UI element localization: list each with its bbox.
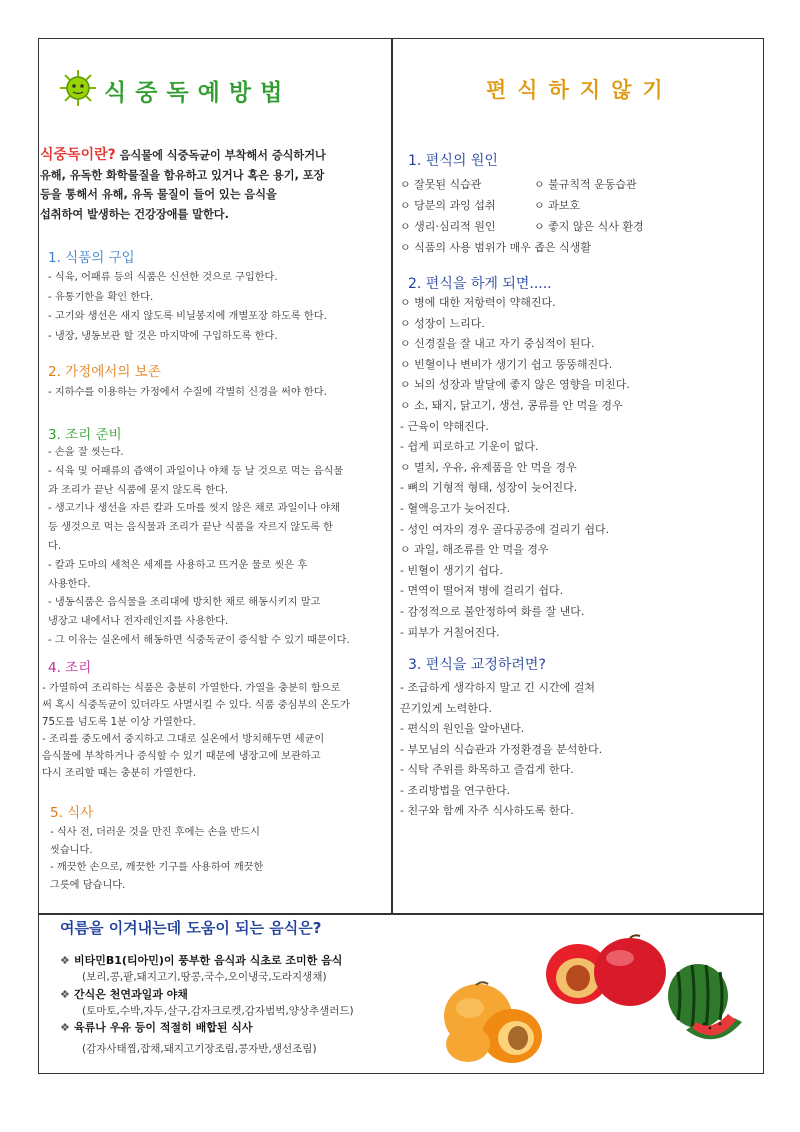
cause-row bbox=[400, 237, 644, 258]
correction-list bbox=[400, 678, 602, 822]
definition-line: 음식물에 식중독균이 부착해서 증식하거나 bbox=[115, 149, 326, 162]
paragraph-line: - 가열하여 조리하는 식품은 충분히 가열한다. 가열을 충분히 함으로 bbox=[42, 683, 341, 694]
summer-food-main: 비타민B1(티아민)이 풍부한 음식과 식초로 조미한 음식 bbox=[74, 954, 343, 967]
list-item: 등 생것으로 먹는 음식물과 조리가 끝난 식품을 자르지 않도록 한 bbox=[48, 522, 334, 534]
list-item: - 식육 및 어패류의 즙액이 과일이나 야채 등 날 것으로 먹는 음식물 bbox=[48, 465, 344, 477]
list-item: 다. bbox=[48, 540, 62, 552]
definition-line: 등을 통해서 유해, 유독 물질이 들어 있는 음식을 bbox=[40, 188, 277, 201]
summer-food-sub: (토마토,수박,자두,살구,감자크로켓,감자범벅,양상추샐러드) bbox=[82, 1005, 354, 1017]
list-item: - 편식의 원인을 알아낸다. bbox=[400, 722, 525, 735]
list-item: 과 조리가 끝난 식품에 묻지 않도록 한다. bbox=[48, 484, 229, 496]
list-item: ㅇ 빈혈이나 변비가 생기기 쉽고 뚱뚱해진다. bbox=[400, 357, 613, 371]
list-item: - 식사 전, 더러운 것을 만진 후에는 손을 반드시 bbox=[50, 827, 260, 838]
list-item: 끈기있게 노력한다. bbox=[400, 701, 493, 715]
list-item: - 식탁 주위를 화목하고 즐겁게 한다. bbox=[400, 763, 574, 776]
list-item: - 칼과 도마의 세척은 세제를 사용하고 뜨거운 물로 씻은 후 bbox=[48, 559, 308, 571]
peach-icon bbox=[544, 934, 666, 1014]
list-item: ㅇ 잘못된 식습관 bbox=[400, 178, 482, 191]
list-item: - 고기와 생선은 새지 않도록 비닐봉지에 개별포장 하도록 한다. bbox=[48, 311, 327, 322]
purchase-list bbox=[48, 268, 327, 346]
cause-row bbox=[400, 174, 644, 195]
list-item: ㅇ 성장이 느리다. bbox=[400, 316, 485, 330]
bottom-title: 여름을 이겨내는데 도움이 되는 음식은? bbox=[60, 919, 322, 937]
left-title bbox=[58, 70, 358, 110]
list-item: - 부모님의 식습관과 가정환경을 분석한다. bbox=[400, 742, 603, 756]
list-item: ㅇ 과일, 해조류를 안 먹을 경우 bbox=[400, 543, 549, 557]
list-item: ㅇ 좋지 않은 식사 환경 bbox=[534, 220, 644, 233]
list-item: - 그 이유는 실온에서 해동하면 식중독균이 증식할 수 있기 때문이다. bbox=[48, 634, 350, 646]
list-item: - 뼈의 기형적 형태, 성장이 늦어진다. bbox=[400, 481, 578, 495]
cause-list bbox=[400, 174, 644, 258]
list-item: - 면역이 떨어져 병에 걸리기 쉽다. bbox=[400, 584, 564, 598]
diamond-star-icon: ❖ bbox=[60, 1021, 70, 1034]
summer-food-sub: (보리,콩,팥,돼지고기,땅콩,국수,오이냉국,도라지생채) bbox=[82, 971, 327, 983]
summer-food-item bbox=[60, 1019, 253, 1035]
list-item: - 감정적으로 불안정하여 화를 잘 낸다. bbox=[400, 604, 585, 618]
paragraph-line: 75도를 넘도록 1분 이상 가열한다. bbox=[42, 717, 196, 728]
list-item: - 조리방법을 연구한다. bbox=[400, 783, 511, 797]
prep-list bbox=[48, 444, 350, 651]
paragraph-line: - 조리를 중도에서 중지하고 그대로 실온에서 방치해두면 세균이 bbox=[42, 734, 325, 745]
left-title-text: 식중독예방법 bbox=[104, 80, 292, 106]
storage-list bbox=[48, 384, 327, 402]
watermelon-icon bbox=[664, 958, 744, 1052]
list-item: ㅇ 생리·심리적 원인 bbox=[400, 220, 496, 233]
section-heading-purchase: 1. 식품의 구입 bbox=[48, 250, 135, 266]
list-item: ㅇ 소, 돼지, 닭고기, 생선, 콩류를 안 먹을 경우 bbox=[400, 398, 623, 412]
definition-line: 섭취하여 발생하는 건강장애를 말한다. bbox=[40, 207, 229, 221]
list-item: ㅇ 당분의 과잉 섭취 bbox=[400, 199, 496, 212]
paragraph-line: 써 혹시 식중독균이 있더라도 사멸시킬 수 있다. 식품 중심부의 온도가 bbox=[42, 700, 350, 711]
list-item: - 조급하게 생각하지 말고 긴 시간에 걸쳐 bbox=[400, 681, 595, 694]
list-item: - 식육, 어패류 등의 식품은 신선한 것으로 구입한다. bbox=[48, 272, 278, 283]
summer-food-sub: (감자사태찜,잡채,돼지고기장조림,콩자반,생선조림) bbox=[82, 1043, 317, 1055]
list-item: - 깨끗한 손으로, 깨끗한 기구를 사용하여 깨끗한 bbox=[50, 862, 264, 873]
cause-row bbox=[400, 216, 644, 237]
definition-lead: 식중독이란? bbox=[40, 147, 116, 163]
list-item: - 친구와 함께 자주 식사하도록 한다. bbox=[400, 804, 574, 817]
list-item: ㅇ 식품의 사용 범위가 매우 좁은 식생활 bbox=[400, 241, 591, 254]
list-item: ㅇ 멸치, 우유, 유제품을 안 먹을 경우 bbox=[400, 460, 577, 474]
cooking-paragraph bbox=[42, 680, 388, 782]
section-heading-cooking: 4. 조리 bbox=[48, 660, 92, 676]
list-item: - 쉽게 피로하고 기운이 없다. bbox=[400, 440, 539, 454]
list-item: ㅇ 과보호 bbox=[534, 199, 581, 212]
list-item: 냉장고 내에서나 전자레인지를 사용한다. bbox=[48, 616, 229, 628]
summer-food-main: 간식은 천연과일과 야채 bbox=[74, 988, 188, 1001]
list-item: - 혈액응고가 늦어진다. bbox=[400, 501, 511, 515]
list-item: - 손을 잘 씻는다. bbox=[48, 447, 124, 458]
section-heading-correction: 3. 편식을 교정하려면? bbox=[408, 657, 546, 673]
list-item: ㅇ 신경질을 잘 내고 자기 중심적이 된다. bbox=[400, 337, 595, 351]
list-item: - 지하수를 이용하는 가정에서 수질에 각별히 신경을 써야 한다. bbox=[48, 387, 327, 398]
list-item: ㅇ 병에 대한 저항력이 약해진다. bbox=[400, 296, 556, 309]
section-heading-effects: 2. 편식을 하게 되면..... bbox=[408, 276, 552, 292]
list-item: - 냉장, 냉동보관 할 것은 마지막에 구입하도록 한다. bbox=[48, 330, 278, 342]
summer-food-item bbox=[60, 986, 188, 1002]
definition-line: 유해, 유독한 화학물질을 함유하고 있거나 혹은 용기, 포장 bbox=[40, 168, 325, 182]
list-item: ㅇ 불규칙적 운동습관 bbox=[534, 178, 637, 191]
effects-list bbox=[400, 293, 630, 643]
section-heading-meal: 5. 식사 bbox=[50, 805, 94, 821]
diamond-star-icon: ❖ bbox=[60, 988, 70, 1001]
section-heading-prep: 3. 조리 준비 bbox=[48, 427, 122, 443]
list-item: 사용한다. bbox=[48, 578, 91, 590]
paragraph-line: 다시 조리할 때는 충분히 가열한다. bbox=[42, 768, 196, 779]
list-item: ㅇ 뇌의 성장과 발달에 좋지 않은 영향을 미친다. bbox=[400, 378, 630, 392]
list-item: - 냉동식품은 음식물을 조리대에 방치한 채로 해동시키지 말고 bbox=[48, 597, 321, 609]
germ-icon bbox=[58, 68, 98, 108]
list-item: - 성인 여자의 경우 골다공증에 걸리기 쉽다. bbox=[400, 522, 610, 536]
list-item: - 생고기나 생선을 자른 칼과 도마를 씻지 않은 채로 과일이나 야채 bbox=[48, 503, 340, 515]
summer-food-main: 육류나 우유 등이 적절히 배합된 식사 bbox=[74, 1021, 253, 1034]
summer-food-item bbox=[60, 952, 342, 968]
meal-list bbox=[50, 824, 263, 894]
list-item: - 피부가 거칠어진다. bbox=[400, 625, 500, 639]
paragraph-line: 음식물에 부착하거나 증식할 수 있기 때문에 냉장고에 보관하고 bbox=[42, 751, 321, 762]
list-item: 씻습니다. bbox=[50, 844, 93, 856]
right-title: 편식하지않기 bbox=[486, 78, 674, 102]
section-heading-cause: 1. 편식의 원인 bbox=[408, 153, 498, 169]
list-item: - 근육이 약해진다. bbox=[400, 419, 489, 433]
cause-row bbox=[400, 195, 644, 216]
definition-block bbox=[40, 146, 390, 224]
section-heading-storage: 2. 가정에서의 보존 bbox=[48, 364, 161, 380]
diamond-star-icon: ❖ bbox=[60, 954, 70, 967]
list-item: - 빈혈이 생기기 쉽다. bbox=[400, 563, 503, 577]
apricot-icon bbox=[438, 976, 548, 1068]
list-item: 그릇에 담습니다. bbox=[50, 879, 126, 891]
list-item: - 유통기한을 확인 한다. bbox=[48, 291, 154, 303]
